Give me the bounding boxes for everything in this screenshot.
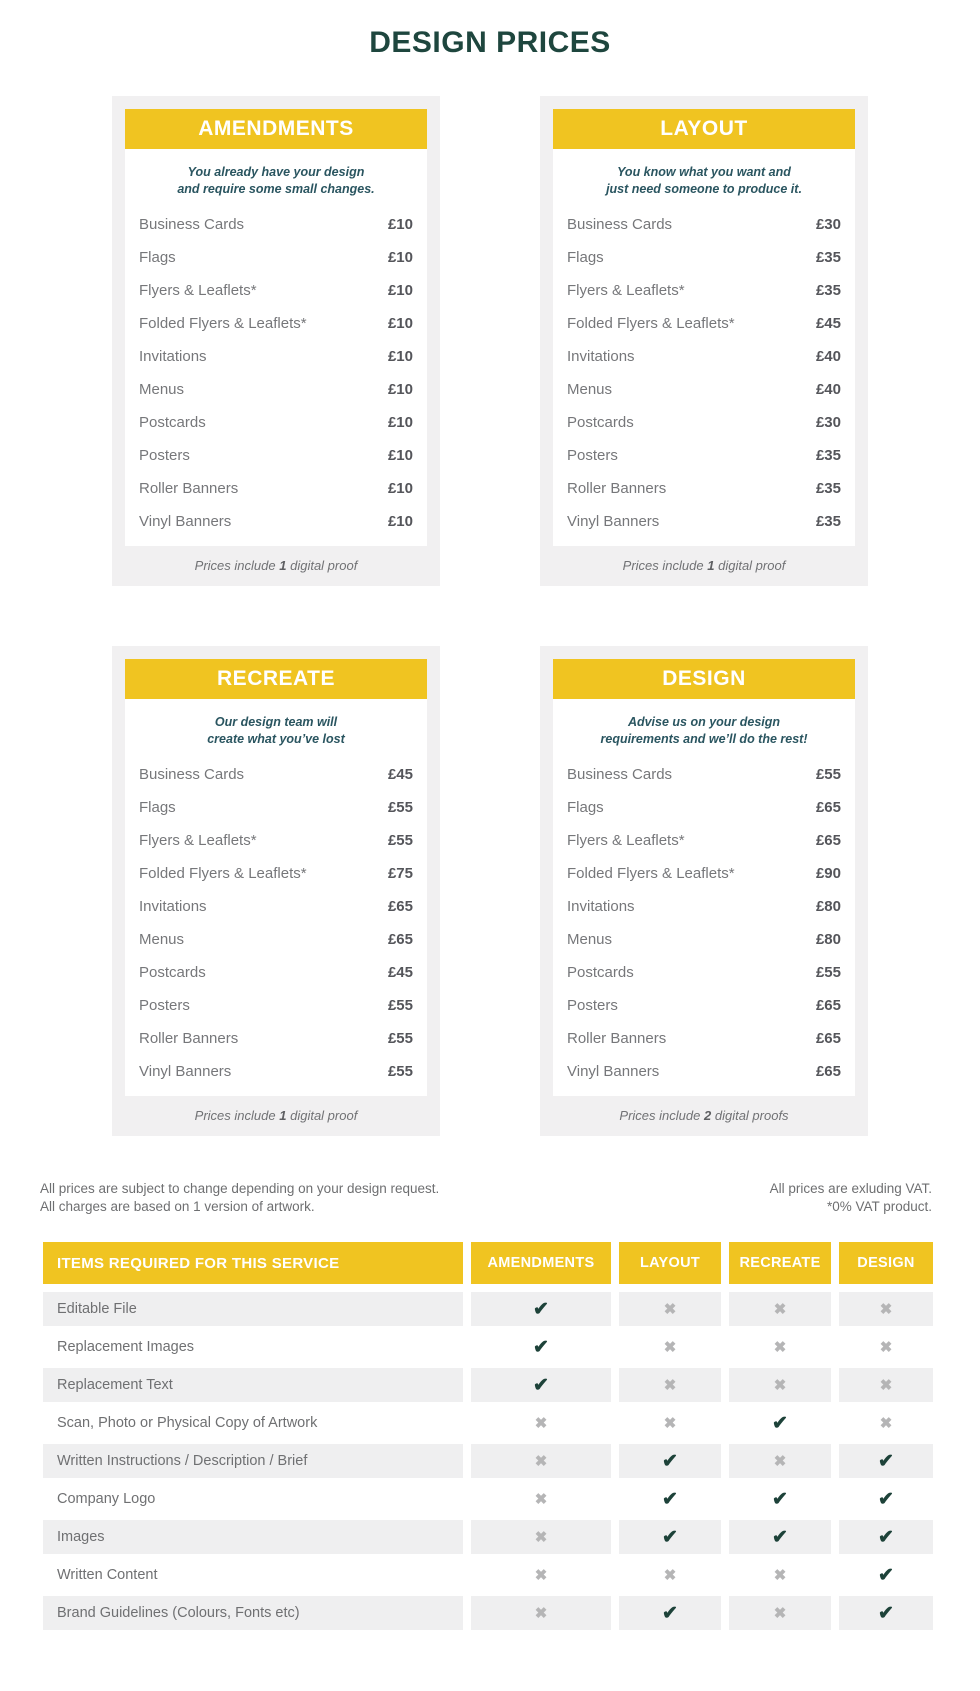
item-price: £35	[815, 282, 841, 299]
card-title: DESIGN	[662, 667, 746, 690]
item-label: Flags	[139, 799, 176, 816]
check-cell	[619, 1520, 721, 1554]
price-row	[567, 307, 841, 340]
item-price: £55	[387, 1030, 413, 1047]
item-label: Folded Flyers & Leaflets*	[139, 315, 307, 332]
price-row	[567, 824, 841, 857]
table-row	[43, 1520, 933, 1554]
cross-cell	[471, 1406, 611, 1440]
price-card-header	[553, 109, 855, 149]
price-row	[567, 505, 841, 538]
item-label: Business Cards	[567, 766, 673, 783]
item-price: £80	[815, 898, 841, 915]
page-title: DESIGN PRICES	[369, 26, 611, 59]
item-price: £10	[387, 315, 413, 332]
cross-cell	[471, 1444, 611, 1478]
item-price: £10	[387, 249, 413, 266]
requirements-table	[43, 1242, 933, 1630]
check-cell	[619, 1482, 721, 1516]
item-label: Roller Banners	[567, 1030, 667, 1047]
item-price: £40	[815, 381, 841, 398]
card-note	[125, 1096, 427, 1136]
card-note-pre: Prices include	[619, 1108, 701, 1123]
price-row	[139, 274, 413, 307]
price-row	[139, 439, 413, 472]
table-row	[43, 1406, 933, 1440]
card-note	[553, 1096, 855, 1136]
check-icon: ✔	[533, 1336, 549, 1358]
column-header-layout: LAYOUT	[619, 1242, 721, 1284]
item-price: £55	[815, 964, 841, 981]
item-label: Flags	[139, 249, 176, 266]
card-note-post: digital proof	[290, 558, 358, 573]
cross-cell	[839, 1292, 933, 1326]
row-label: Scan, Photo or Physical Copy of Artwork	[57, 1415, 318, 1431]
item-label: Menus	[567, 381, 613, 398]
card-subtitle-line2: and require some small changes.	[177, 182, 375, 196]
disclaimer-left-line1: All prices are subject to change depending on your design request.	[40, 1181, 440, 1196]
price-row	[139, 340, 413, 373]
check-cell	[471, 1368, 611, 1402]
cross-icon: ✖	[879, 1301, 893, 1318]
item-price: £55	[387, 1063, 413, 1080]
cross-cell	[729, 1330, 831, 1364]
item-label: Posters	[139, 447, 190, 464]
cross-icon: ✖	[879, 1377, 893, 1394]
cross-cell	[619, 1330, 721, 1364]
cross-icon: ✖	[534, 1529, 548, 1546]
check-icon: ✔	[533, 1298, 549, 1320]
row-label: Replacement Text	[43, 1368, 463, 1402]
item-price: £10	[387, 282, 413, 299]
item-label: Postcards	[567, 964, 634, 981]
item-price: £65	[815, 832, 841, 849]
column-header-items: ITEMS REQUIRED FOR THIS SERVICE	[43, 1242, 463, 1284]
check-icon: ✔	[662, 1602, 678, 1624]
item-price: £45	[815, 315, 841, 332]
check-icon: ✔	[878, 1450, 894, 1472]
cross-icon: ✖	[534, 1491, 548, 1508]
cross-icon: ✖	[534, 1453, 548, 1470]
price-row	[567, 1055, 841, 1088]
card-subtitle-line1: You already have your design	[187, 165, 365, 179]
column-header-recreate: RECREATE	[729, 1242, 831, 1284]
item-price: £10	[387, 381, 413, 398]
item-label: Flyers & Leaflets*	[139, 282, 257, 299]
item-price: £35	[815, 249, 841, 266]
row-label: Images	[43, 1520, 463, 1554]
price-row	[139, 472, 413, 505]
card-note	[553, 546, 855, 586]
cross-icon: ✖	[773, 1567, 787, 1584]
item-label: Flags	[567, 799, 604, 816]
price-row	[139, 1055, 413, 1088]
cross-cell	[729, 1368, 831, 1402]
item-price: £10	[387, 447, 413, 464]
item-label: Menus	[139, 381, 185, 398]
cross-icon: ✖	[879, 1339, 893, 1356]
price-row	[139, 824, 413, 857]
card-note-count: 1	[279, 1108, 287, 1123]
price-row	[139, 923, 413, 956]
card-note-post: digital proof	[718, 558, 786, 573]
cross-cell	[839, 1368, 933, 1402]
disclaimer-left-line2: All charges are based on 1 version of artwork.	[40, 1199, 315, 1214]
price-row	[139, 241, 413, 274]
item-label: Invitations	[567, 898, 635, 915]
cross-cell	[729, 1292, 831, 1326]
price-row	[139, 758, 413, 791]
price-card-header	[125, 109, 427, 149]
item-label: Invitations	[139, 898, 207, 915]
item-price: £55	[387, 832, 413, 849]
cross-cell	[471, 1520, 611, 1554]
check-cell	[839, 1558, 933, 1592]
item-price: £75	[387, 865, 413, 882]
item-price: £10	[387, 414, 413, 431]
price-cards-grid	[112, 96, 868, 1136]
price-row	[567, 890, 841, 923]
item-price: £65	[815, 1063, 841, 1080]
item-price: £65	[815, 997, 841, 1014]
check-cell	[839, 1482, 933, 1516]
cross-cell	[619, 1558, 721, 1592]
requirements-table-body	[43, 1292, 933, 1630]
card-note-pre: Prices include	[194, 1108, 276, 1123]
check-cell	[619, 1444, 721, 1478]
check-icon: ✔	[533, 1374, 549, 1396]
card-subtitle-line1: Our design team will	[214, 715, 338, 729]
item-label: Posters	[567, 447, 618, 464]
item-label: Business Cards	[139, 766, 245, 783]
item-price: £55	[387, 997, 413, 1014]
item-label: Business Cards	[139, 216, 245, 233]
price-row	[139, 956, 413, 989]
cross-cell	[619, 1406, 721, 1440]
cross-icon: ✖	[534, 1605, 548, 1622]
item-label: Folded Flyers & Leaflets*	[139, 865, 307, 882]
card-subtitle	[567, 164, 841, 198]
item-price: £40	[815, 348, 841, 365]
item-label: Flyers & Leaflets*	[567, 832, 685, 849]
card-body	[553, 699, 855, 1096]
price-row	[139, 373, 413, 406]
item-label: Posters	[139, 997, 190, 1014]
price-row	[567, 241, 841, 274]
item-price: £10	[387, 513, 413, 530]
item-label: Menus	[139, 931, 185, 948]
price-card-header	[125, 659, 427, 699]
price-row	[139, 791, 413, 824]
item-price: £35	[815, 513, 841, 530]
item-label: Business Cards	[567, 216, 673, 233]
card-subtitle-line2: just need someone to produce it.	[606, 182, 802, 196]
check-cell	[729, 1482, 831, 1516]
card-item-list	[139, 208, 413, 538]
item-label: Posters	[567, 997, 618, 1014]
item-label: Invitations	[139, 348, 207, 365]
card-body	[125, 699, 427, 1096]
item-price: £30	[815, 414, 841, 431]
cross-icon: ✖	[663, 1301, 677, 1318]
item-label: Flyers & Leaflets*	[139, 832, 257, 849]
price-row	[567, 956, 841, 989]
table-row	[43, 1596, 933, 1630]
price-row	[567, 472, 841, 505]
card-subtitle-line2: create what you’ve lost	[207, 732, 345, 746]
card-subtitle-line1: Advise us on your design	[627, 715, 781, 729]
card-note-count: 1	[707, 558, 715, 573]
check-icon: ✔	[878, 1602, 894, 1624]
cross-cell	[839, 1330, 933, 1364]
item-label: Roller Banners	[567, 480, 667, 497]
price-row	[139, 505, 413, 538]
price-card	[112, 646, 440, 1136]
check-icon: ✔	[772, 1488, 788, 1510]
check-cell	[471, 1330, 611, 1364]
requirements-table-header	[43, 1242, 933, 1284]
cross-cell	[729, 1558, 831, 1592]
card-note-count: 1	[279, 558, 287, 573]
cross-icon: ✖	[534, 1567, 548, 1584]
disclaimer-right	[770, 1180, 932, 1216]
check-icon: ✔	[772, 1526, 788, 1548]
row-label: Replacement Images	[57, 1339, 195, 1355]
price-row	[139, 1022, 413, 1055]
cross-icon: ✖	[773, 1453, 787, 1470]
price-card	[540, 96, 868, 586]
card-note-count: 2	[703, 1108, 712, 1123]
card-item-list	[567, 208, 841, 538]
item-label: Flyers & Leaflets*	[567, 282, 685, 299]
price-row	[567, 857, 841, 890]
cross-icon: ✖	[663, 1567, 677, 1584]
price-card-header	[553, 659, 855, 699]
cross-icon: ✖	[773, 1605, 787, 1622]
cross-cell	[619, 1368, 721, 1402]
price-row	[139, 208, 413, 241]
check-cell	[839, 1596, 933, 1630]
card-note-post: digital proofs	[714, 1108, 789, 1123]
card-subtitle-line1: You know what you want and	[617, 165, 791, 179]
item-label: Folded Flyers & Leaflets*	[567, 315, 735, 332]
card-subtitle	[139, 164, 413, 198]
item-label: Vinyl Banners	[139, 1063, 232, 1080]
card-body	[125, 149, 427, 546]
price-row	[567, 791, 841, 824]
price-row	[139, 890, 413, 923]
item-label: Postcards	[139, 414, 206, 431]
card-note-post: digital proof	[290, 1108, 358, 1123]
table-row	[43, 1292, 933, 1326]
disclaimer-right-line1: All prices are exluding VAT.	[769, 1181, 932, 1196]
item-label: Vinyl Banners	[139, 513, 232, 530]
cross-icon: ✖	[663, 1377, 677, 1394]
cross-cell	[839, 1406, 933, 1440]
column-header-design: DESIGN	[839, 1242, 933, 1284]
item-label: Vinyl Banners	[567, 513, 660, 530]
price-row	[567, 274, 841, 307]
disclaimer-right-line2: *0% VAT product.	[826, 1199, 932, 1214]
item-price: £65	[387, 898, 413, 915]
disclaimer	[40, 1180, 932, 1216]
card-note-pre: Prices include	[194, 558, 276, 573]
check-cell	[839, 1520, 933, 1554]
card-note-pre: Prices include	[622, 558, 704, 573]
price-row	[567, 989, 841, 1022]
item-label: Menus	[567, 931, 613, 948]
cross-cell	[471, 1596, 611, 1630]
item-price: £65	[815, 799, 841, 816]
price-card	[112, 96, 440, 586]
cross-icon: ✖	[773, 1377, 787, 1394]
card-title: LAYOUT	[660, 117, 748, 140]
item-price: £10	[387, 348, 413, 365]
item-price: £80	[815, 931, 841, 948]
check-icon: ✔	[878, 1488, 894, 1510]
table-row	[43, 1482, 933, 1516]
card-subtitle	[567, 714, 841, 748]
card-subtitle	[139, 714, 413, 748]
check-cell	[839, 1444, 933, 1478]
cross-cell	[729, 1596, 831, 1630]
item-price: £65	[387, 931, 413, 948]
cross-icon: ✖	[663, 1339, 677, 1356]
item-price: £35	[815, 447, 841, 464]
price-row	[567, 406, 841, 439]
item-label: Postcards	[567, 414, 634, 431]
card-title: RECREATE	[217, 667, 335, 690]
row-label: Editable File	[43, 1292, 463, 1326]
item-label: Flags	[567, 249, 604, 266]
price-card	[540, 646, 868, 1136]
card-subtitle-line2: requirements and we’ll do the rest!	[600, 732, 808, 746]
item-price: £55	[815, 766, 841, 783]
column-header-amendments: AMENDMENTS	[471, 1242, 611, 1284]
item-price: £45	[387, 964, 413, 981]
cross-cell	[729, 1444, 831, 1478]
cross-icon: ✖	[773, 1301, 787, 1318]
price-row	[139, 989, 413, 1022]
row-label: Brand Guidelines (Colours, Fonts etc)	[43, 1596, 463, 1630]
check-icon: ✔	[772, 1412, 788, 1434]
item-label: Roller Banners	[139, 1030, 239, 1047]
cross-cell	[471, 1482, 611, 1516]
table-row	[43, 1330, 933, 1364]
disclaimer-left	[40, 1180, 439, 1216]
item-label: Roller Banners	[139, 480, 239, 497]
card-body	[553, 149, 855, 546]
card-item-list	[567, 758, 841, 1088]
card-item-list	[139, 758, 413, 1088]
table-row	[43, 1558, 933, 1592]
price-row	[567, 758, 841, 791]
table-row	[43, 1368, 933, 1402]
cross-icon: ✖	[879, 1415, 893, 1432]
price-row	[567, 208, 841, 241]
row-label: Written Instructions / Description / Brief	[43, 1444, 463, 1478]
check-cell	[729, 1520, 831, 1554]
item-label: Postcards	[139, 964, 206, 981]
item-label: Folded Flyers & Leaflets*	[567, 865, 735, 882]
check-icon: ✔	[878, 1526, 894, 1548]
price-row	[567, 373, 841, 406]
cross-icon: ✖	[773, 1339, 787, 1356]
item-price: £90	[815, 865, 841, 882]
check-icon: ✔	[662, 1450, 678, 1472]
item-price: £65	[815, 1030, 841, 1047]
check-icon: ✔	[878, 1564, 894, 1586]
price-row	[567, 923, 841, 956]
item-price: £30	[815, 216, 841, 233]
price-row	[567, 439, 841, 472]
price-row	[567, 340, 841, 373]
item-price: £10	[387, 480, 413, 497]
check-cell	[729, 1406, 831, 1440]
item-label: Invitations	[567, 348, 635, 365]
check-cell	[619, 1596, 721, 1630]
item-price: £10	[387, 216, 413, 233]
card-note	[125, 546, 427, 586]
item-label: Vinyl Banners	[567, 1063, 660, 1080]
check-icon: ✔	[662, 1488, 678, 1510]
cross-cell	[619, 1292, 721, 1326]
row-label: Company Logo	[57, 1491, 156, 1507]
price-row	[567, 1022, 841, 1055]
price-row	[139, 406, 413, 439]
item-price: £45	[387, 766, 413, 783]
cross-icon: ✖	[534, 1415, 548, 1432]
row-label: Written Content	[57, 1567, 158, 1583]
check-icon: ✔	[662, 1526, 678, 1548]
table-row	[43, 1444, 933, 1478]
cross-icon: ✖	[663, 1415, 677, 1432]
check-cell	[471, 1292, 611, 1326]
item-price: £55	[387, 799, 413, 816]
price-row	[139, 857, 413, 890]
price-row	[139, 307, 413, 340]
cross-cell	[471, 1558, 611, 1592]
card-title: AMENDMENTS	[198, 117, 354, 140]
item-price: £35	[815, 480, 841, 497]
